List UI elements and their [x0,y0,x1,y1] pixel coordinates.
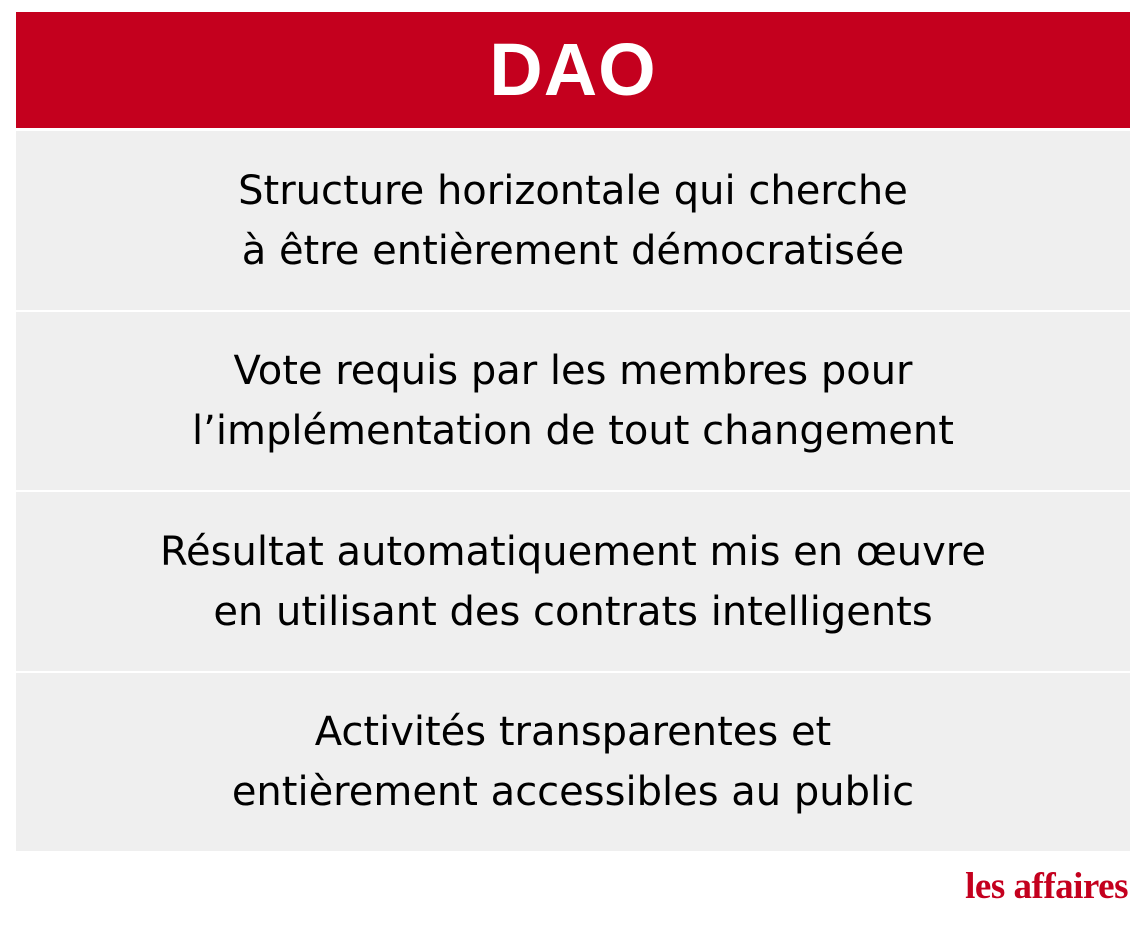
row-text [232,702,914,822]
row-text [192,341,954,461]
les-affaires-logo: les affaires [965,866,1128,907]
table-row [16,128,1130,310]
row-line: entièrement accessibles au public [231,769,915,815]
row-line: Vote requis par les membres pour [233,348,913,394]
row-line: Activités transparentes et [314,709,832,755]
table-row [16,310,1130,490]
table-row [16,671,1130,851]
row-line: l’implémentation de tout changement [192,408,954,454]
row-text [160,522,986,642]
table-row [16,490,1130,671]
row-text [238,161,908,281]
dao-table [16,12,1130,851]
row-line: Résultat automatiquement mis en œuvre [160,528,986,575]
row-line: en utilisant des contrats intelligents [213,588,933,635]
page-title: DAO [489,28,657,111]
row-line: à être entièrement démocratisée [241,227,905,274]
table-header [16,12,1130,128]
row-line: Structure horizontale qui cherche [238,167,908,214]
